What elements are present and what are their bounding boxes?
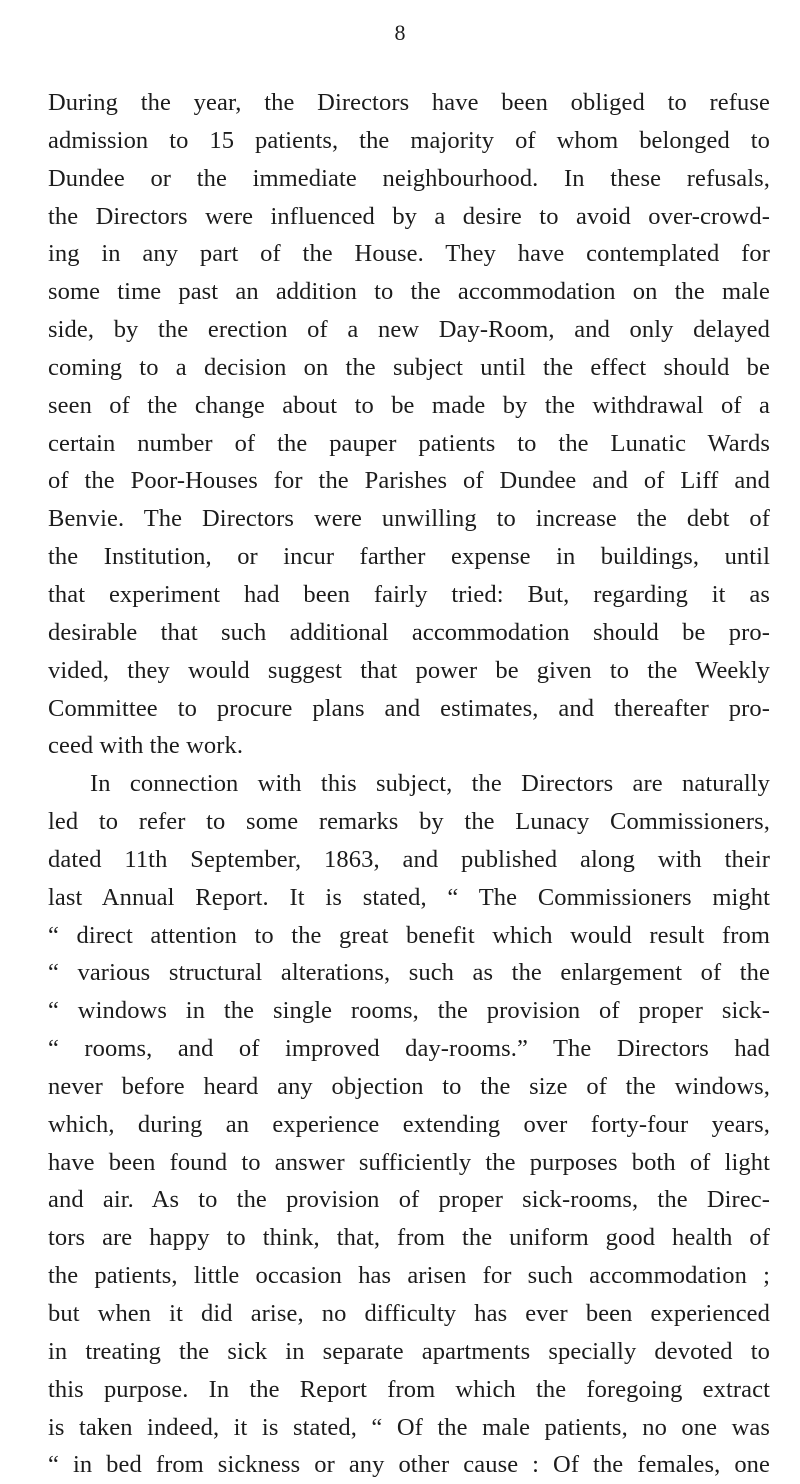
text-line: coming to a decision on the subject until the effect should be: [48, 353, 770, 381]
text-line: last Annual Report. It is stated, “ The Commissioners might: [48, 883, 770, 911]
text-line: Committee to procure plans and estimates, and thereafter pro-: [48, 694, 770, 722]
text-line: some time past an addition to the accommodation on the male: [48, 278, 770, 306]
body-text: [48, 84, 770, 1484]
text-line: never before heard any objection to the size of the windows,: [48, 1072, 770, 1100]
text-line: ceed with the work.: [48, 732, 244, 760]
text-line: but when it did arise, no difficulty has ever been experienced: [48, 1300, 770, 1327]
text-line: this purpose. In the Report from which the foregoing extract: [48, 1375, 770, 1403]
text-line: the patients, little occasion has arisen for such accommodation ;: [48, 1262, 770, 1290]
text-line: the Directors were influenced by a desire to avoid over-crowd-: [48, 202, 770, 230]
page-number: 8: [394, 20, 406, 45]
text-line: which, during an experience extending over forty-four years,: [48, 1110, 770, 1138]
text-line: vided, they would suggest that power be given to the Weekly: [48, 656, 770, 684]
text-line: led to refer to some remarks by the Lunacy Commissioners,: [48, 808, 770, 836]
text-line: desirable that such additional accommodation should be pro-: [48, 618, 770, 646]
text-line: of the Poor-Houses for the Parishes of Dundee and of Liff and: [48, 467, 770, 495]
text-line: “ various structural alterations, such as the enlargement of the: [48, 959, 770, 987]
text-line: side, by the erection of a new Day-Room, and only delayed: [48, 316, 770, 344]
text-line: is taken indeed, it is stated, “ Of the male patients, no one was: [48, 1413, 770, 1441]
text-line: admission to 15 patients, the majority of whom belonged to: [48, 126, 770, 154]
text-line: Benvie. The Directors were unwilling to increase the debt of: [48, 505, 770, 533]
text-line: “ windows in the single rooms, the provision of proper sick-: [48, 997, 770, 1025]
text-line: certain number of the pauper patients to the Lunatic Wards: [48, 429, 770, 457]
text-line: Dundee or the immediate neighbourhood. In these refusals,: [48, 164, 770, 192]
text-line: seen of the change about to be made by the withdrawal of a: [48, 391, 770, 419]
text-line: “ rooms, and of improved day-rooms.” The Directors had: [48, 1035, 770, 1063]
text-line: tors are happy to think, that, from the uniform good health of: [48, 1224, 770, 1252]
paragraph-directors-refusals: [48, 84, 770, 765]
text-line: have been found to answer sufficiently the purposes both of light: [48, 1148, 770, 1176]
text-line: in treating the sick in separate apartments specially devoted to: [48, 1337, 770, 1365]
text-line: During the year, the Directors have been obliged to refuse: [48, 89, 770, 116]
text-line: and air. As to the provision of proper sick-rooms, the Direc-: [48, 1186, 770, 1214]
paragraph-lunacy-commissioners: [48, 765, 770, 1484]
text-line: that experiment had been fairly tried: But, regarding it as: [48, 580, 770, 608]
text-line: the Institution, or incur farther expense in buildings, until: [48, 543, 770, 571]
text-line: dated 11th September, 1863, and published along with their: [48, 845, 770, 873]
text-line: In connection with this subject, the Directors are naturally: [90, 770, 770, 798]
text-line: “ in bed from sickness or any other cause : Of the females, one: [48, 1451, 770, 1479]
text-line: ing in any part of the House. They have contemplated for: [48, 240, 770, 268]
text-line: “ direct attention to the great benefit which would result from: [48, 921, 770, 949]
